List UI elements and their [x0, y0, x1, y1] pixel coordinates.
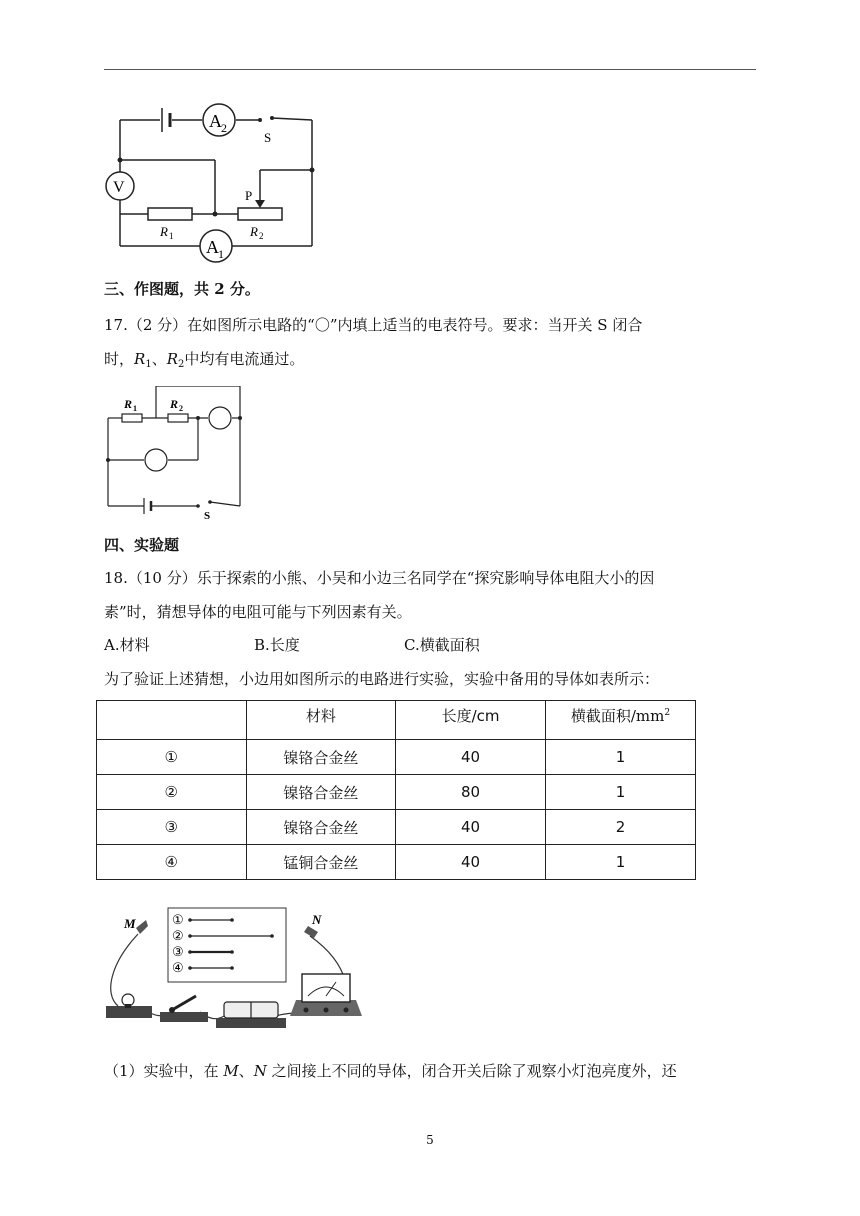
circuit-diagram-1 — [100, 96, 330, 266]
bulb-holder-icon — [106, 994, 152, 1018]
switch-base-icon — [160, 996, 208, 1022]
table-row: ③ 镍铬合金丝 40 2 — [97, 810, 696, 845]
resistor-r1 — [148, 208, 192, 220]
switch-icon — [196, 500, 212, 508]
q18-line3: 为了验证上述猜想，小边用如图所示的电路进行实验，实验中备用的导体如表所示： — [104, 670, 660, 688]
table-row: ④ 锰铜合金丝 40 1 — [97, 845, 696, 880]
option-b: B.长度 — [254, 636, 300, 654]
q18-sub1: （1）实验中，在 M、N 之间接上不同的导体，闭合开关后除了观察小灯泡亮度外，还 — [104, 1062, 677, 1080]
wire-label-3: ③ — [172, 944, 184, 959]
slider-arrow-icon — [255, 200, 265, 208]
n-label: N — [312, 912, 322, 927]
switch-label: S — [204, 510, 211, 522]
table-row: ② 镍铬合金丝 80 1 — [97, 775, 696, 810]
page-number: 5 — [426, 1133, 434, 1147]
rheostat-r2 — [238, 208, 282, 220]
slider-label: P — [245, 188, 253, 203]
q18-line1: 18.（10 分）乐于探索的小熊、小吴和小边三名同学在“探究影响导体电阻大小的因 — [104, 569, 655, 587]
ammeter-device-icon — [290, 974, 362, 1016]
apparatus-illustration — [100, 904, 370, 1034]
switch-icon — [258, 116, 274, 122]
r2-sub: 2 — [179, 404, 183, 413]
battery-holder-icon — [216, 1002, 286, 1028]
table-row: ① 镍铬合金丝 40 1 — [97, 740, 696, 775]
option-a: A.材料 — [104, 636, 150, 654]
option-c: C.横截面积 — [404, 636, 480, 654]
battery-icon — [144, 498, 151, 514]
a2-letter: A — [209, 111, 222, 131]
wire-panel — [168, 908, 286, 982]
r1-sub: 1 — [133, 404, 137, 413]
q18-line2: 素”时，猜想导体的电阻可能与下列因素有关。 — [104, 603, 412, 621]
m-label: M — [124, 916, 136, 931]
r2-sub: 2 — [259, 231, 264, 241]
wire-label-4: ④ — [172, 960, 184, 975]
wire-label-1: ① — [172, 912, 184, 927]
r2-letter: R — [170, 397, 179, 411]
r1-letter: R — [124, 397, 133, 411]
a1-letter: A — [206, 237, 219, 257]
meter-blank-2-icon — [145, 449, 167, 471]
section-4-heading: 四、实验题 — [104, 536, 180, 554]
section-3-heading: 三、作图题，共 2 分。 — [104, 280, 260, 298]
a1-sub: 1 — [218, 247, 224, 261]
r2-letter: R — [250, 224, 258, 239]
r1-sub: 1 — [169, 231, 174, 241]
r1-letter: R — [160, 224, 168, 239]
switch-label: S — [264, 130, 272, 145]
table-header-row: 材料 长度/cm 横截面积$/mm^2$ — [97, 701, 696, 740]
resistor-r1 — [122, 414, 142, 422]
clip-m-icon — [136, 920, 148, 934]
conductor-table — [96, 700, 696, 880]
q17-line2: 时，$R_1$、$R_2$中均有电流通过。 — [104, 350, 305, 370]
header-rule — [104, 69, 756, 70]
circuit-diagram-2 — [100, 386, 250, 522]
meter-blank-1-icon — [209, 407, 231, 429]
q17-line1: 17.（2 分）在如图所示电路的“〇”内填上适当的电表符号。要求：当开关 S 闭合 — [104, 316, 643, 334]
wire-label-2: ② — [172, 928, 184, 943]
a2-sub: 2 — [221, 121, 227, 135]
voltmeter-letter: V — [113, 179, 125, 196]
battery-icon — [162, 108, 170, 132]
resistor-r2 — [168, 414, 188, 422]
